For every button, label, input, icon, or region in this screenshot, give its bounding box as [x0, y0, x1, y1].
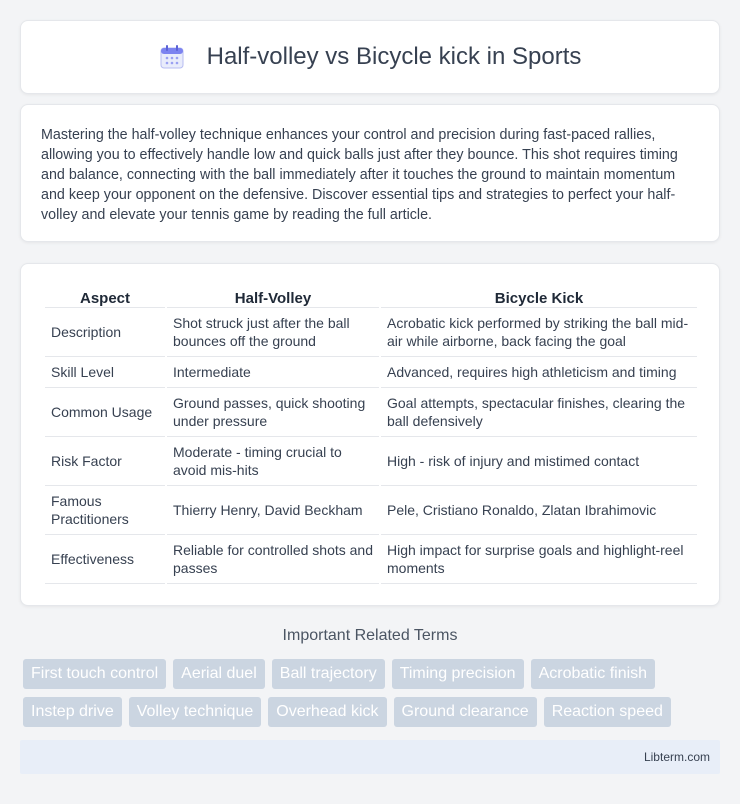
- header-bicycle-kick: Bicycle Kick: [381, 284, 697, 308]
- row-aspect: Common Usage: [45, 388, 165, 437]
- comparison-table: [43, 284, 699, 584]
- footer: [20, 740, 720, 774]
- row-bicycle-kick: High - risk of injury and mistimed contact: [381, 437, 697, 486]
- intro-text: Mastering the half-volley technique enhances your control and precision during fast-paced rallies, allowing you to effectively handle low and quick balls just after they bounce. This shot requires timing and balance, connecting with the ball immediately after it touches the ground to maintain momentum and keep your opponent on the defensive. Discover essential tips and strategies to perfect your half-volley and elevate your tennis game by reading the full article.: [41, 127, 678, 223]
- row-aspect: Famous Practitioners: [45, 486, 165, 535]
- related-tag[interactable]: Ball trajectory: [272, 659, 385, 689]
- row-half-volley: Shot struck just after the ball bounces off the ground: [167, 308, 379, 357]
- row-half-volley: Reliable for controlled shots and passes: [167, 535, 379, 584]
- page-title: Half-volley vs Bicycle kick in Sports: [206, 43, 582, 70]
- comparison-table-card: [20, 263, 720, 606]
- table-row: [45, 486, 697, 535]
- row-aspect: Effectiveness: [45, 535, 165, 584]
- row-bicycle-kick: Goal attempts, spectacular finishes, clearing the ball defensively: [381, 388, 697, 437]
- row-half-volley: Moderate - timing crucial to avoid mis-hits: [167, 437, 379, 486]
- related-tag[interactable]: Timing precision: [392, 659, 524, 689]
- table-row: [45, 357, 697, 388]
- related-tag[interactable]: Instep drive: [23, 697, 122, 727]
- related-tag[interactable]: Ground clearance: [394, 697, 537, 727]
- row-aspect: Description: [45, 308, 165, 357]
- row-aspect: Skill Level: [45, 357, 165, 388]
- table-header-row: [45, 284, 697, 308]
- table-row: [45, 308, 697, 357]
- header-half-volley: Half-Volley: [167, 284, 379, 308]
- related-terms-title: Important Related Terms: [282, 627, 458, 644]
- related-terms-tags: [23, 659, 723, 727]
- row-bicycle-kick: Pele, Cristiano Ronaldo, Zlatan Ibrahimovic: [381, 486, 697, 535]
- table-row: [45, 388, 697, 437]
- header-card: [20, 20, 720, 94]
- intro-card: [20, 104, 720, 242]
- footer-site-link[interactable]: Libterm.com: [643, 750, 710, 764]
- table-row: [45, 535, 697, 584]
- row-half-volley: Ground passes, quick shooting under pressure: [167, 388, 379, 437]
- related-tag[interactable]: First touch control: [23, 659, 166, 689]
- related-tag[interactable]: Aerial duel: [173, 659, 265, 689]
- row-half-volley: Intermediate: [167, 357, 379, 388]
- header-aspect: Aspect: [45, 284, 165, 308]
- row-half-volley: Thierry Henry, David Beckham: [167, 486, 379, 535]
- row-bicycle-kick: High impact for surprise goals and highlight-reel moments: [381, 535, 697, 584]
- related-tag[interactable]: Acrobatic finish: [531, 659, 656, 689]
- table-row: [45, 437, 697, 486]
- calendar-icon: [159, 44, 185, 70]
- related-tag[interactable]: Overhead kick: [268, 697, 386, 727]
- row-bicycle-kick: Advanced, requires high athleticism and timing: [381, 357, 697, 388]
- row-bicycle-kick: Acrobatic kick performed by striking the ball mid-air while airborne, back facing the goal: [381, 308, 697, 357]
- related-tag[interactable]: Volley technique: [129, 697, 262, 727]
- related-tag[interactable]: Reaction speed: [544, 697, 671, 727]
- row-aspect: Risk Factor: [45, 437, 165, 486]
